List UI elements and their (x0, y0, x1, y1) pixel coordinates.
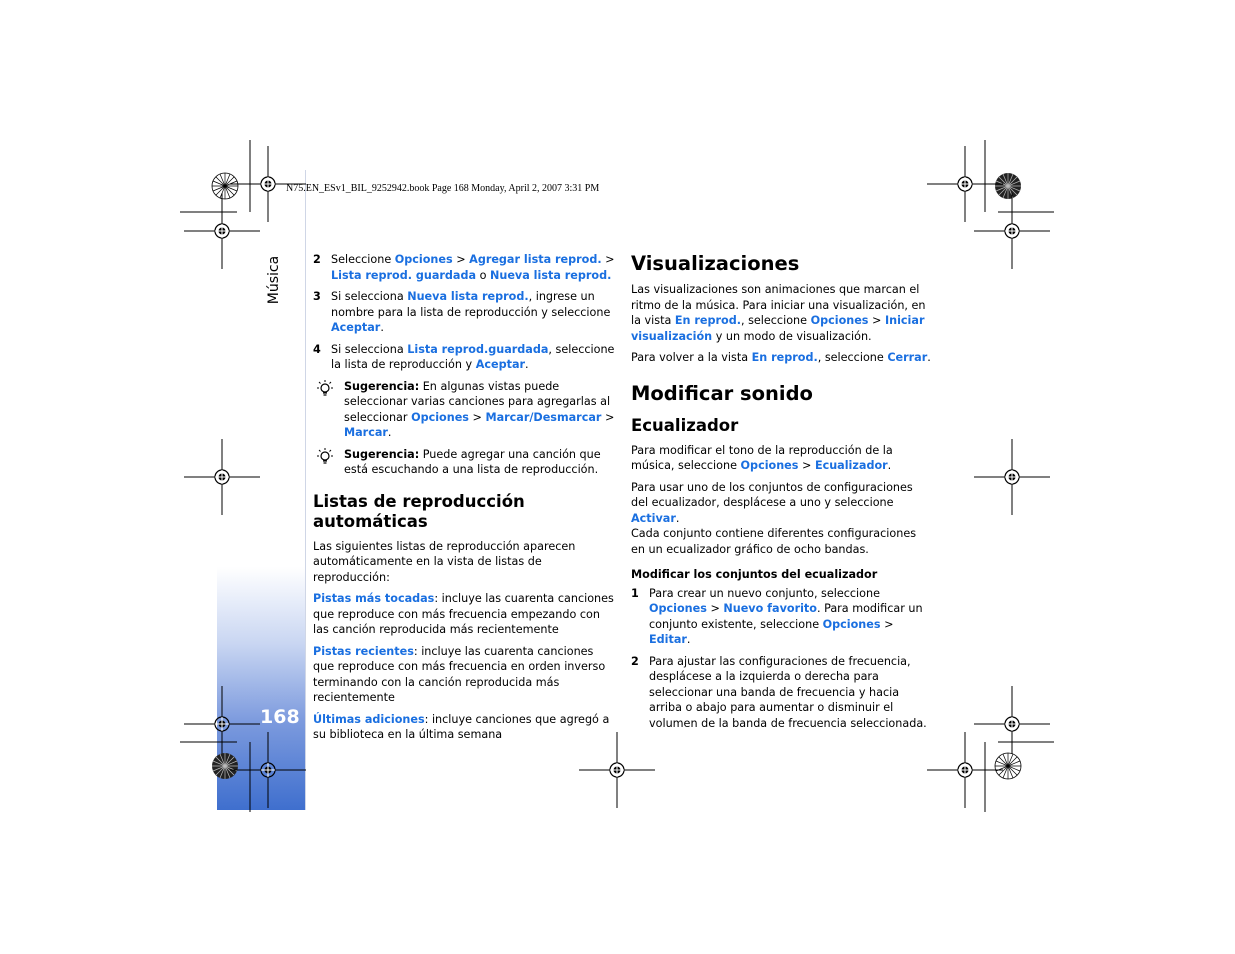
step-4 (313, 342, 615, 373)
list-item-pistas-mas-tocadas (313, 591, 615, 638)
text: Para volver a la vista (631, 351, 752, 364)
text: Puede agregar una canción que está escuchando a una lista de reproducción. (344, 447, 601, 476)
menu-term-en-reprod: En reprod. (751, 351, 818, 364)
text: . (380, 321, 384, 334)
text: y un modo de visualización. (712, 329, 872, 343)
text: > (880, 617, 894, 631)
menu-term-ecualizador: Ecualizador (814, 459, 888, 472)
step-number: 4 (313, 342, 321, 356)
text: , ingrese un nombre para la lista de reproducción y seleccione (331, 290, 611, 319)
term: Últimas adiciones (313, 712, 425, 726)
text: Si selecciona (331, 290, 408, 303)
text: > (798, 459, 815, 472)
page-number: 168 (260, 706, 300, 728)
tip-1 (313, 379, 615, 441)
list-item-ultimas-adiciones (313, 712, 615, 743)
text: , seleccione (740, 314, 811, 327)
menu-term-marcar: Marcar (344, 426, 388, 439)
menu-term-iniciar-visualizacion: Iniciar visualización (631, 314, 925, 343)
text: . (887, 459, 892, 472)
eq-step-1 (631, 586, 931, 648)
lightbulb-icon (315, 447, 335, 467)
menu-term-lista-guardada: Lista reprod.guardada (407, 342, 549, 356)
text: , seleccione (817, 351, 888, 364)
text: o (476, 268, 491, 282)
text: . Para modificar un conjunto existente, seleccione (649, 602, 923, 631)
right-column (631, 252, 931, 737)
step-number: 1 (631, 586, 639, 600)
step-2 (313, 252, 615, 283)
list-item-pistas-recientes (313, 644, 615, 706)
menu-term-nueva-lista: Nueva lista reprod. (407, 290, 529, 303)
menu-term-cerrar: Cerrar (887, 351, 928, 364)
text: > (601, 410, 615, 424)
menu-term-nueva-lista: Nueva lista reprod. (490, 268, 612, 282)
step-3 (313, 289, 615, 336)
text: > (452, 253, 470, 266)
text: . (927, 351, 931, 364)
text: : incluye canciones que agregó a su biblioteca en la última semana (313, 712, 610, 741)
menu-term-opciones: Opciones (394, 253, 453, 266)
section-label: Música (266, 255, 282, 305)
text: Las visualizaciones son animaciones que marcan el ritmo de la música. Para iniciar una visualización, en la vista (631, 283, 926, 327)
menu-term-nuevo-favorito: Nuevo favorito (723, 602, 817, 615)
menu-term-opciones: Opciones (649, 602, 707, 615)
intro-paragraph: Las siguientes listas de reproducción aparecen automáticamente en la vista de listas de reproducción: (313, 539, 576, 584)
eq-paragraph-2 (631, 480, 931, 558)
term: Pistas recientes (313, 644, 414, 658)
text: : incluye las cuarenta canciones que reproduce con más frecuencia en orden inverso terminando con la canción reproducida más recientemente (313, 644, 606, 704)
heading-modificar-sonido: Modificar sonido (631, 381, 813, 405)
step-number: 2 (631, 654, 639, 668)
eq-paragraph-1 (631, 443, 931, 474)
menu-term-agregar: Agregar lista reprod. (469, 253, 602, 266)
menu-term-marcar-desmarcar: Marcar/Desmarcar (485, 410, 602, 424)
step-number: 2 (313, 253, 321, 266)
menu-term-opciones: Opciones (810, 314, 869, 327)
term: Pistas más tocadas (313, 592, 435, 605)
menu-term-lista-guardada: Lista reprod. guardada (331, 268, 477, 282)
text: En algunas vistas puede seleccionar varias canciones para agregarlas al seleccionar (344, 379, 611, 424)
heading-ecualizador: Ecualizador (631, 415, 739, 435)
text: , seleccione la lista de reproducción y (331, 342, 615, 371)
menu-term-activar: Activar (631, 511, 676, 525)
text: Para crear un nuevo conjunto, seleccione (649, 586, 880, 600)
text: > (868, 314, 885, 327)
text: . (675, 511, 680, 525)
menu-term-opciones: Opciones (411, 410, 469, 424)
text: Para ajustar las configuraciones de frecuencia, desplácese a la izquierda o derecha para seleccionar una banda de frecuencia y hacia arriba o abajo para aumentar o disminuir el volumen de la banda de frecuencia seleccionada. (649, 654, 927, 730)
text: Si selecciona (331, 342, 408, 356)
tip-2 (313, 447, 615, 478)
tip-label: Sugerencia: (344, 379, 420, 393)
text: > (706, 602, 724, 615)
text: : incluye las cuarenta canciones que reproduce con más frecuencia empezando con las canción reproducida más recientemente (313, 592, 614, 636)
text: . (686, 633, 691, 646)
menu-term-en-reprod: En reprod. (674, 314, 741, 327)
left-column (313, 252, 615, 749)
heading-modificar-conjuntos: Modificar los conjuntos del ecualizador (631, 568, 878, 581)
text: . (525, 358, 529, 371)
menu-term-aceptar: Aceptar (331, 321, 381, 334)
text: Para modificar el tono de la reproducción de la música, seleccione (631, 443, 893, 472)
eq-step-2 (631, 654, 931, 732)
text: Seleccione (331, 253, 395, 266)
lightbulb-icon (315, 379, 335, 399)
book-header-line: N75.EN_ESv1_BIL_9252942.book Page 168 Monday, April 2, 2007 3:31 PM (286, 183, 600, 194)
menu-term-aceptar: Aceptar (475, 358, 526, 371)
tip-label: Sugerencia: (344, 447, 420, 461)
text: Cada conjunto contiene diferentes configuraciones en un ecualizador gráfico de ocho bandas. (631, 527, 917, 556)
text: Para usar uno de los conjuntos de configuraciones del ecualizador, desplácese a uno y seleccione (631, 480, 913, 509)
heading-visualizaciones: Visualizaciones (631, 252, 800, 275)
vis-paragraph-1 (631, 282, 931, 344)
text: > (601, 253, 615, 266)
step-number: 3 (313, 290, 321, 303)
menu-term-opciones: Opciones (740, 459, 799, 472)
text: > (468, 410, 486, 424)
text: . (387, 426, 392, 439)
menu-term-opciones: Opciones (822, 617, 881, 631)
vis-paragraph-2 (631, 350, 931, 366)
menu-term-editar: Editar (649, 633, 687, 646)
heading-listas-automaticas: Listas de reproducción automáticas (313, 491, 525, 531)
